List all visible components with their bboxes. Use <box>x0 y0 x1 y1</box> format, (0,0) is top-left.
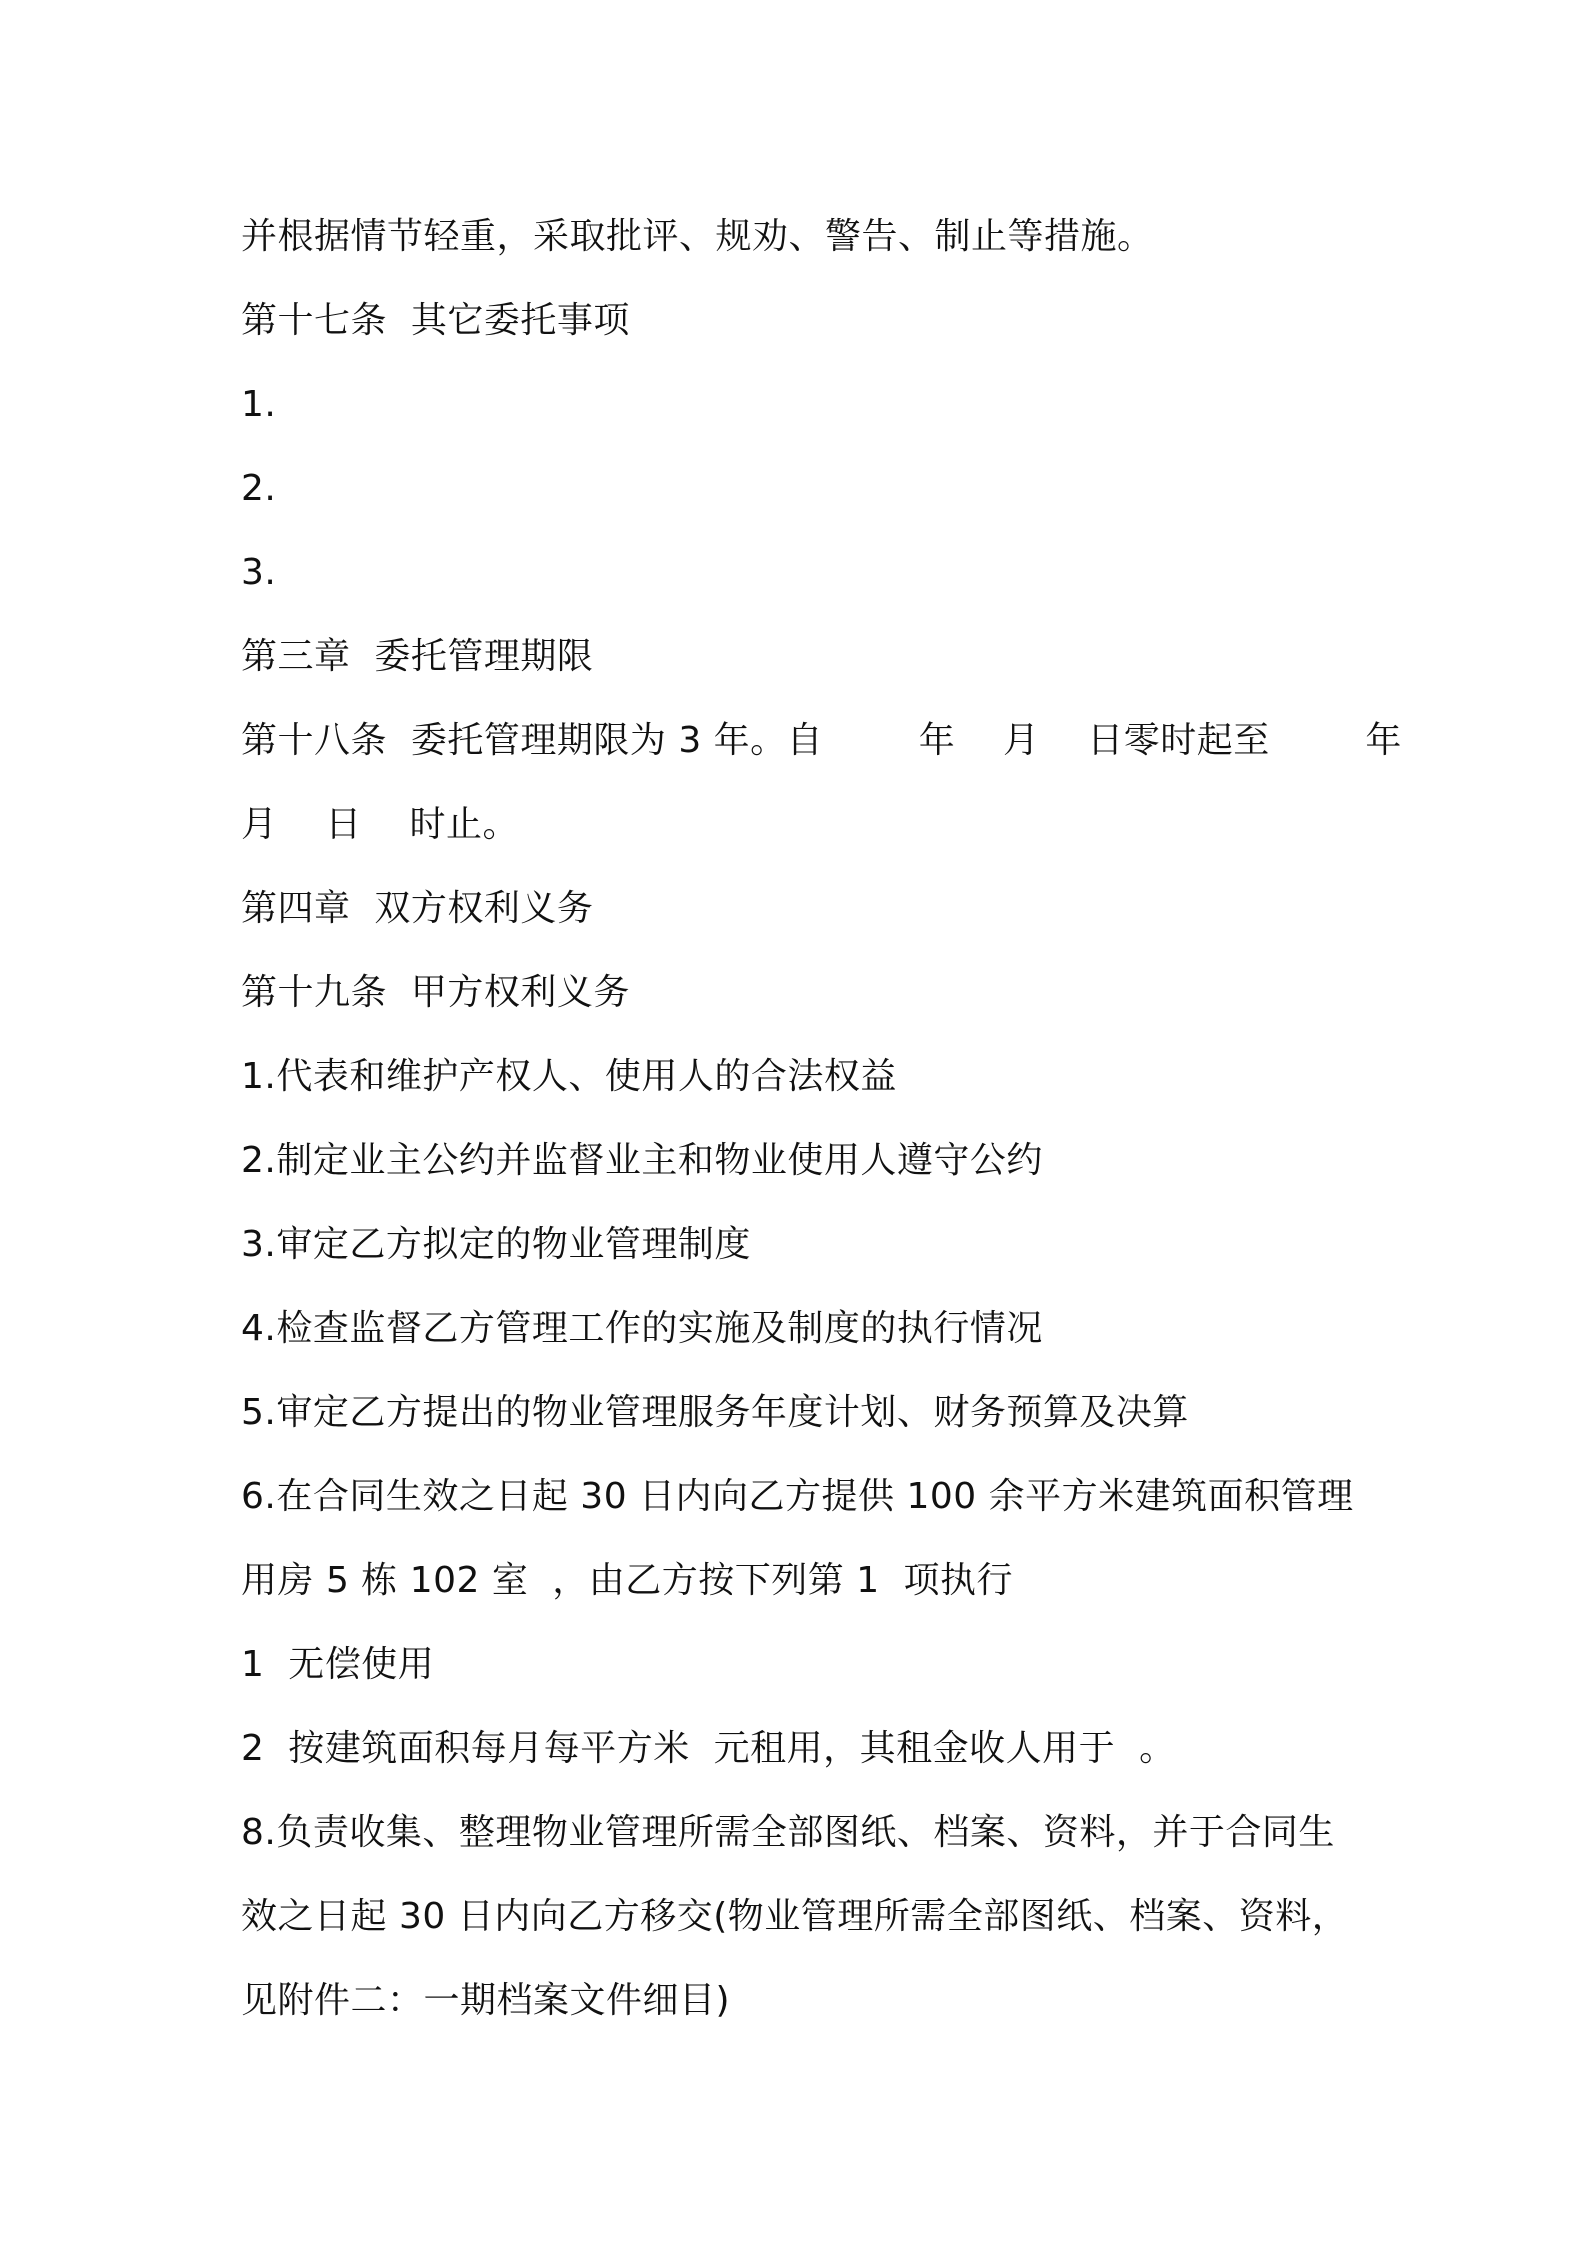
chapter-4-heading: 第四章 双方权利义务 <box>241 888 594 929</box>
document-body <box>241 195 1402 2043</box>
list-item: 5.审定乙方提出的物业管理服务年度计划、财务预算及决算 <box>241 1392 1189 1433</box>
sub-option: 2 按建筑面积每月每平方米 元租用，其租金收人用于 。 <box>241 1728 1176 1769</box>
article-17-heading: 第十七条 其它委托事项 <box>241 300 630 341</box>
sub-option: 1 无偿使用 <box>241 1644 435 1685</box>
list-item: 2.制定业主公约并监督业主和物业使用人遵守公约 <box>241 1140 1043 1181</box>
list-item: 8.负责收集、整理物业管理所需全部图纸、档案、资料，并于合同生 <box>241 1812 1335 1853</box>
text-line: 月 日 时止。 <box>241 804 520 845</box>
chapter-3-heading: 第三章 委托管理期限 <box>241 636 594 677</box>
list-item: 3. <box>241 552 277 593</box>
list-item: 3.审定乙方拟定的物业管理制度 <box>241 1224 751 1265</box>
article-18-text: 第十八条 委托管理期限为 3 年。自 年 月 日零时起至 年 <box>241 720 1402 761</box>
list-item: 1. <box>241 384 277 425</box>
list-item: 6.在合同生效之日起 30 日内向乙方提供 100 余平方米建筑面积管理 <box>241 1476 1354 1517</box>
list-item: 1.代表和维护产权人、使用人的合法权益 <box>241 1056 897 1097</box>
text-line: 用房 5 栋 102 室 ，由乙方按下列第 1 项执行 <box>241 1560 1014 1601</box>
list-item: 4.检查监督乙方管理工作的实施及制度的执行情况 <box>241 1308 1043 1349</box>
list-item: 2. <box>241 468 277 509</box>
text-line: 见附件二：一期档案文件细目) <box>241 1980 731 2021</box>
text-line: 效之日起 30 日内向乙方移交(物业管理所需全部图纸、档案、资料， <box>241 1896 1349 1937</box>
article-19-heading: 第十九条 甲方权利义务 <box>241 972 630 1013</box>
text-line: 并根据情节轻重，采取批评、规劝、警告、制止等措施。 <box>241 216 1154 257</box>
